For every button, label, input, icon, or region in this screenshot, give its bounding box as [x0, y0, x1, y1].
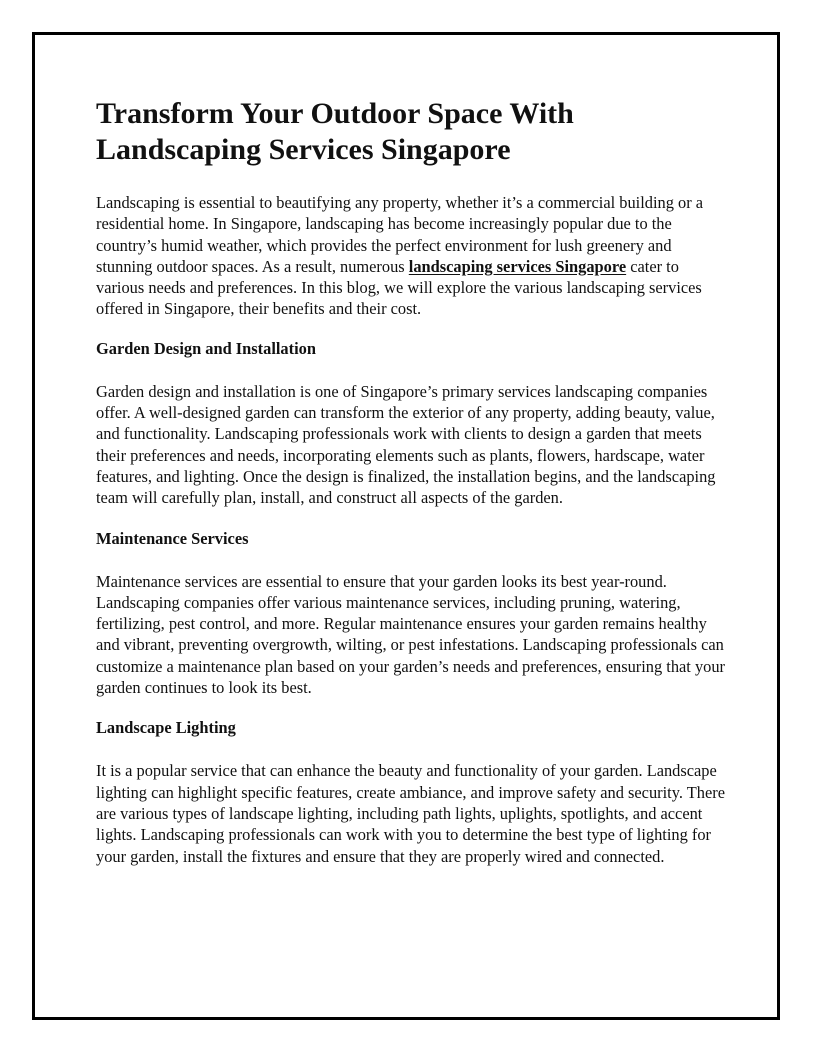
section-heading-maintenance: Maintenance Services [96, 528, 249, 548]
section-body-landscape-lighting: It is a popular service that can enhance the beauty and functionality of your garden. Landscape lighting can highlight specific features, create ambiance, and improve safety and security. There are various types of landscape lighting, including path lights, uplights, spotlights, and accent lights. Landscaping professionals can work with you to determine the best type of lighting for your garden, install the fixtures and ensure that they are properly wired and connected. [96, 761, 725, 866]
document-content [96, 96, 726, 867]
intro-text-after-link: cater to various needs and preferences. In this blog, we will explore the various landscaping services offered in Singapore, their benefits and their cost. [96, 256, 702, 319]
intro-text-before-link: Landscaping is essential to beautifying any property, whether it’s a commercial building or a residential home. In Singapore, landscaping has become increasingly popular due to the country’s humid weather, which provides the perfect environment for lush greenery and stunning outdoor spaces. As a result, numerous [96, 193, 704, 276]
section-heading-landscape-lighting: Landscape Lighting [96, 718, 236, 738]
page-title: Transform Your Outdoor Space With Landscaping Services Singapore [96, 97, 574, 166]
intro-paragraph [96, 192, 726, 320]
landscaping-services-link[interactable]: landscaping services Singapore [408, 256, 627, 276]
section-body-garden-design: Garden design and installation is one of Singapore’s primary services landscaping companies offer. A well-designed garden can transform the exterior of any property, adding beauty, value, and functionality. Landscaping professionals work with clients to design a garden that meets their preferences and needs, incorporating elements such as plants, flowers, hardscape, water features, and lighting. Once the design is finalized, the installation begins, and the landscaping team will carefully plan, install, and construct all aspects of the garden. [96, 381, 716, 508]
section-heading-garden-design: Garden Design and Installation [96, 338, 316, 358]
section-body-maintenance: Maintenance services are essential to ensure that your garden looks its best year-round. Landscaping companies offer various maintenance services, including pruning, watering, fertilizing, pest control, and more. Regular maintenance ensures your garden remains healthy and vibrant, preventing overgrowth, wilting, or pest infestations. Landscaping professionals can customize a maintenance plan based on your garden’s needs and preferences, ensuring that your garden continues to look its best. [96, 571, 725, 698]
